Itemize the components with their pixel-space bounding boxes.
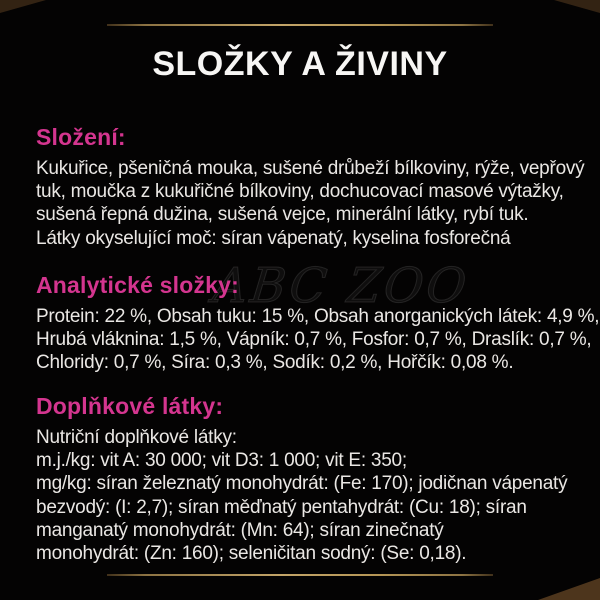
section-doplnkove-latky (36, 393, 576, 565)
corner-accent-bottom-right (538, 578, 600, 600)
top-divider-line (107, 24, 493, 26)
corner-accent-top-right (554, 0, 600, 13)
section-body-analyticke-slozky (36, 305, 600, 375)
text-line: bezvodý: (I: 2,7); síran měďnatý pentahydrát: (Cu: 18); síran (36, 496, 527, 518)
text-line: Chloridy: 0,7 %, Síra: 0,3 %, Sodík: 0,2 %, Hořčík: 0,08 %. (36, 352, 514, 374)
text-line: mg/kg: síran železnatý monohydrát: (Fe: 170); jodičnan vápenatý (36, 473, 568, 495)
section-slozeni (36, 124, 585, 250)
text-line: m.j./kg: vit A: 30 000; vit D3: 1 000; vit E: 350; (36, 450, 407, 472)
section-body-doplnkove-latky (36, 426, 576, 565)
section-body-slozeni (36, 157, 585, 250)
abc-zoo-watermark: ABC ZOO (210, 258, 472, 314)
corner-accent-top-left (0, 0, 46, 13)
text-line: tuk, moučka z kukuřičné bílkoviny, dochucovací masové výtažky, (36, 181, 564, 203)
section-heading-analyticke-slozky: Analytické složky: (36, 272, 240, 298)
page-title: SLOŽKY A ŽIVINY (152, 45, 448, 83)
section-heading-doplnkove-latky: Doplňkové látky: (36, 393, 224, 419)
text-line: Nutriční doplňkové látky: (36, 427, 237, 448)
section-analyticke-slozky (36, 272, 600, 375)
bottom-divider-line (107, 574, 493, 576)
text-line: sušená řepná dužina, sušená vejce, minerální látky, rybí tuk. (36, 204, 529, 226)
text-line: Hrubá vláknina: 1,5 %, Vápník: 0,7 %, Fosfor: 0,7 %, Draslík: 0,7 %, (36, 329, 592, 351)
text-line: Látky okyselující moč: síran vápenatý, kyselina fosforečná (36, 227, 511, 249)
text-line: Protein: 22 %, Obsah tuku: 15 %, Obsah anorganických látek: 4,9 %, (36, 306, 600, 327)
text-line: monohydrát: (Zn: 160); seleničitan sodný: (Se: 0,18). (36, 543, 467, 565)
section-heading-slozeni: Složení: (36, 124, 126, 150)
text-line: Kukuřice, pšeničná mouka, sušené drůbeží bílkoviny, rýže, vepřový (36, 158, 585, 179)
text-line: manganatý monohydrát: (Mn: 64); síran zinečnatý (36, 519, 444, 541)
